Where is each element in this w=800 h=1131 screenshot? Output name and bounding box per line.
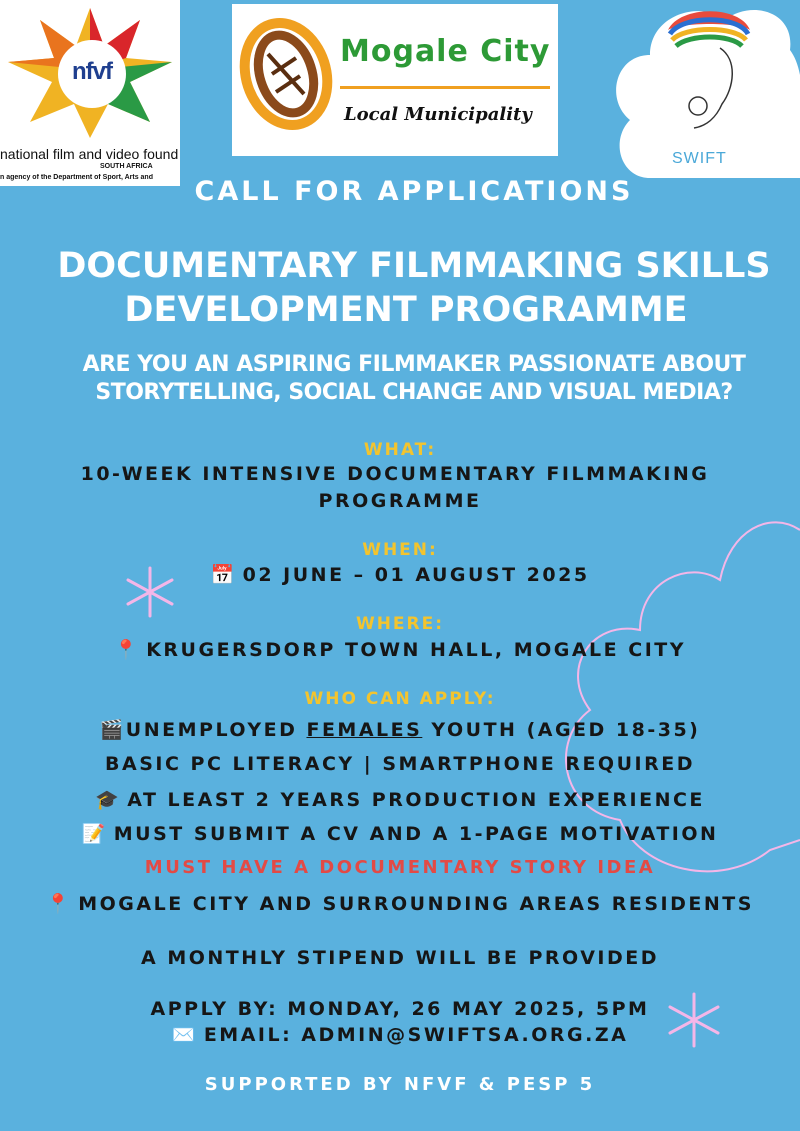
what-line-2: PROGRAMME (318, 490, 482, 512)
where-row (0, 638, 800, 661)
nfvf-tagline: n agency of the Department of Sport, Arts and (0, 174, 153, 181)
graduation-cap-icon: 🎓 (95, 789, 122, 811)
swift-name: SWIFT (672, 150, 727, 167)
when-row (0, 563, 800, 586)
requirement-experience: 🎓 AT LEAST 2 YEARS PRODUCTION EXPERIENCE (95, 789, 705, 811)
calendar-icon: 📅 (210, 564, 237, 586)
stipend-note: A MONTHLY STIPEND WILL BE PROVIDED (141, 947, 659, 969)
mogale-city-logo (232, 4, 558, 156)
when-label: WHEN: (362, 540, 438, 560)
apply-deadline: APPLY BY: MONDAY, 26 MAY 2025, 5PM (150, 998, 650, 1020)
requirement-cv: 📝 MUST SUBMIT A CV AND A 1-PAGE MOTIVATION (81, 823, 719, 845)
apply-email-row[interactable] (0, 1023, 800, 1046)
envelope-icon: ✉️ (171, 1024, 198, 1046)
nfvf-logo (0, 0, 180, 186)
question-line-1: ARE YOU AN ASPIRING FILMMAKER PASSIONATE ABOUT (82, 352, 746, 377)
apply-email[interactable]: EMAIL: ADMIN@SWIFTSA.ORG.ZA (203, 1024, 629, 1046)
who-label: WHO CAN APPLY: (304, 689, 496, 709)
mogale-divider (340, 86, 550, 89)
mogale-shield-mark (238, 14, 334, 134)
what-label: WHAT: (363, 440, 437, 460)
requirement-pc-literacy: BASIC PC LITERACY | SMARTPHONE REQUIRED (105, 753, 695, 775)
swift-logo (610, 0, 800, 178)
question-line-2: STORYTELLING, SOCIAL CHANGE AND VISUAL MEDIA? (95, 380, 733, 405)
nfvf-name: national film and video found (0, 146, 179, 162)
where-label: WHERE: (355, 614, 445, 634)
mogale-title: Mogale City (340, 34, 551, 69)
call-for-applications: CALL FOR APPLICATIONS (194, 176, 634, 207)
what-line-1: 10-WEEK INTENSIVE DOCUMENTARY FILMMAKING (80, 463, 710, 485)
clapperboard-icon: 🎬 (99, 719, 126, 741)
pin-icon: 📍 (46, 893, 73, 915)
memo-icon: 📝 (81, 823, 108, 845)
programme-title-line-2: DEVELOPMENT PROGRAMME (124, 290, 688, 330)
when-text: 02 JUNE – 01 AUGUST 2025 (242, 564, 590, 586)
requirement-unemployed: 🎬UNEMPLOYED FEMALES YOUTH (AGED 18-35) (99, 719, 701, 741)
requirement-story-idea: MUST HAVE A DOCUMENTARY STORY IDEA (144, 857, 656, 878)
programme-title-line-1: DOCUMENTARY FILMMAKING SKILLS (57, 246, 771, 286)
nfvf-country: SOUTH AFRICA (100, 163, 153, 170)
requirement-residents: 📍 MOGALE CITY AND SURROUNDING AREAS RESIDENTS (46, 893, 754, 915)
mogale-subtitle: Local Municipality (344, 104, 532, 125)
where-text: KRUGERSDORP TOWN HALL, MOGALE CITY (146, 639, 686, 661)
females-emphasis: FEMALES (306, 719, 423, 741)
nfvf-mark-text: nfvf (72, 58, 112, 85)
supported-by: SUPPORTED BY NFVF & PESP 5 (204, 1074, 596, 1095)
pin-icon: 📍 (114, 639, 141, 661)
